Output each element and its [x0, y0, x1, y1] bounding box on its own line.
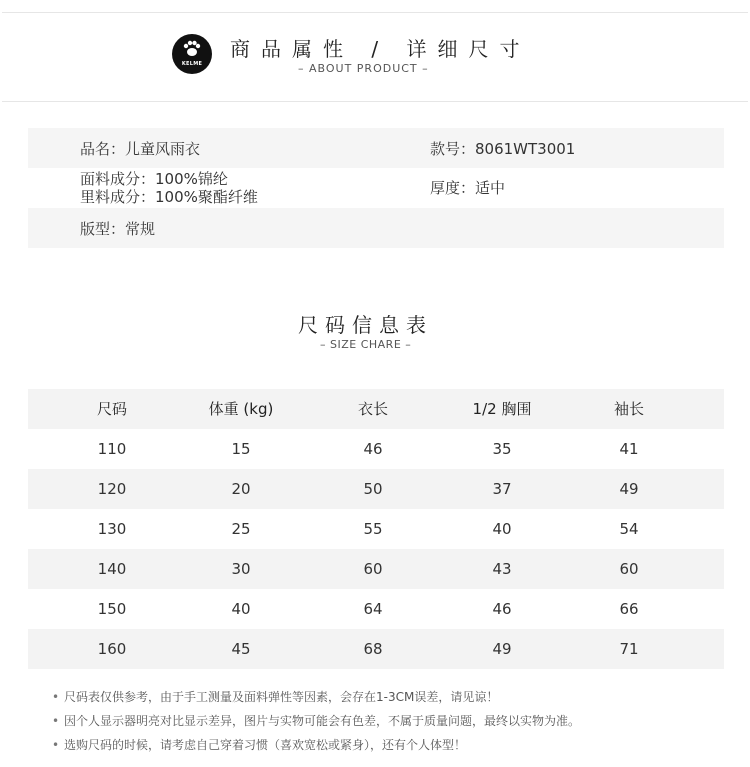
table-cell: 46	[363, 440, 383, 458]
table-cell: 20	[231, 480, 251, 498]
table-cell: 66	[619, 600, 639, 618]
page-subtitle: – ABOUT PRODUCT –	[298, 62, 429, 75]
table-header-row	[28, 389, 724, 429]
note-item	[52, 712, 580, 729]
paw-icon	[182, 40, 202, 60]
table-cell: 43	[492, 560, 512, 578]
table-cell: 46	[492, 600, 512, 618]
table-cell: 71	[619, 640, 639, 658]
info-row	[28, 128, 724, 168]
table-cell: 35	[492, 440, 512, 458]
product-fit: 版型：常规	[80, 220, 156, 238]
product-name: 品名：儿童风雨衣	[80, 140, 201, 158]
table-cell: 68	[363, 640, 383, 658]
table-cell: 25	[231, 520, 251, 538]
table-cell: 130	[97, 520, 127, 538]
product-model: 款号：8061WT3001	[430, 140, 576, 158]
table-cell: 64	[363, 600, 383, 618]
table-cell: 40	[231, 600, 251, 618]
table-cell: 49	[492, 640, 512, 658]
table-header-cell: 衣长	[357, 400, 389, 418]
info-row	[28, 208, 724, 248]
table-cell: 55	[363, 520, 383, 538]
size-chart-title: 尺码信息表	[298, 313, 433, 337]
size-chart-subtitle: – SIZE CHARE –	[320, 338, 412, 351]
table-cell: 30	[231, 560, 251, 578]
table-cell: 120	[97, 480, 127, 498]
product-thickness: 厚度：适中	[430, 179, 506, 197]
note-item	[52, 736, 466, 753]
product-fabric: 面料成分：100%锦纶	[80, 170, 228, 188]
table-cell: 54	[619, 520, 639, 538]
info-row	[28, 168, 724, 208]
product-lining: 里料成分：100%聚酯纤维	[80, 188, 258, 206]
note-text: 因个人显示器明亮对比显示差异，图片与实物可能会有色差，不属于质量问题，最终以实物为准。	[64, 714, 581, 728]
table-cell: 40	[492, 520, 512, 538]
table-row	[28, 629, 724, 669]
table-cell: 150	[97, 600, 127, 618]
table-header-cell: 体重 (kg)	[208, 400, 274, 418]
bullet-icon: •	[52, 714, 60, 728]
page-title: 商品属性 / 详细尺寸	[230, 37, 531, 61]
table-cell: 37	[492, 480, 512, 498]
table-cell: 41	[619, 440, 639, 458]
table-cell: 60	[363, 560, 383, 578]
table-cell: 60	[619, 560, 639, 578]
table-row	[28, 589, 724, 629]
bullet-icon: •	[52, 690, 60, 704]
table-header-cell: 袖长	[613, 400, 645, 418]
table-cell: 140	[97, 560, 127, 578]
note-item	[52, 688, 498, 705]
table-row	[28, 429, 724, 469]
table-cell: 49	[619, 480, 639, 498]
note-text: 选购尺码的时候，请考虑自己穿着习惯（喜欢宽松或紧身），还有个人体型！	[64, 738, 467, 752]
table-header-cell: 尺码	[96, 400, 128, 418]
table-cell: 50	[363, 480, 383, 498]
bullet-icon: •	[52, 738, 60, 752]
table-row	[28, 469, 724, 509]
table-row	[28, 509, 724, 549]
table-cell: 110	[97, 440, 127, 458]
table-cell: 45	[231, 640, 251, 658]
table-header-cell: 1/2 胸围	[472, 400, 532, 418]
note-text: 尺码表仅供参考，由于手工测量及面料弹性等因素，会存在1-3CM误差，请见谅！	[64, 690, 499, 704]
logo-text: KELME	[181, 61, 203, 67]
product-info-table	[28, 128, 724, 248]
table-cell: 15	[231, 440, 251, 458]
brand-logo	[172, 34, 212, 74]
table-cell: 160	[97, 640, 127, 658]
table-row	[28, 549, 724, 589]
